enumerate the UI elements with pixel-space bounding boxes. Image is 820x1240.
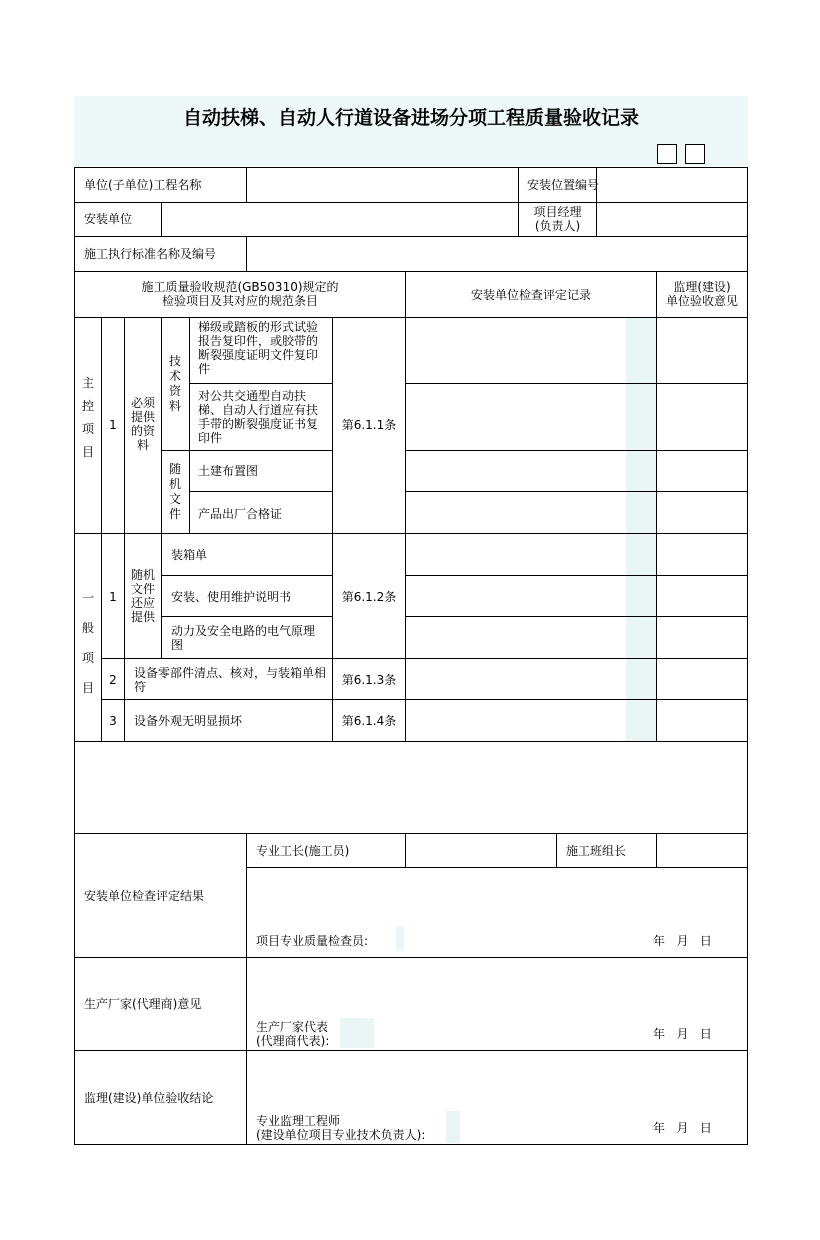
general-record-cell-4[interactable] [406, 659, 655, 698]
install-result-date: 年 月 日 [653, 934, 712, 948]
team-leader-field[interactable] [657, 834, 746, 866]
tech-docs-label: 技术资料 [168, 354, 181, 413]
project-manager-field[interactable] [597, 203, 746, 235]
main-record-cell-1[interactable] [406, 318, 655, 382]
foreman-field[interactable] [406, 834, 555, 866]
general-item-2: 设备零部件清点、核对，与装箱单相符 [134, 666, 327, 694]
general-group-label: 一 般 项 目 [81, 591, 94, 695]
main-item-c: 土建布置图 [198, 464, 259, 478]
general-no-3: 3 [109, 714, 117, 728]
supervision-date: 年 月 日 [653, 1121, 712, 1135]
general-clause-3: 第6.1.4条 [341, 714, 397, 728]
install-result-field[interactable] [247, 868, 746, 923]
team-leader-label: 施工班组长 [566, 844, 627, 858]
main-opinion-cell-3[interactable] [657, 451, 746, 490]
main-item-b: 对公共交通型自动扶梯、自动人行道应有扶手带的断裂强度证书复印件 [198, 389, 319, 445]
code-box-2[interactable] [685, 144, 705, 164]
general-item-a: 装箱单 [171, 548, 208, 562]
general-item-b: 安装、使用维护说明书 [171, 590, 292, 604]
main-opinion-cell-4[interactable] [657, 492, 746, 532]
notes-area[interactable] [75, 742, 747, 832]
general-opinion-cell-5[interactable] [657, 700, 746, 740]
general-record-cell-2[interactable] [406, 576, 655, 615]
general-record-cell-3[interactable] [406, 617, 655, 657]
general-record-cell-1[interactable] [406, 534, 655, 574]
install-position-label: 安装位置编号 [527, 178, 600, 192]
install-unit-field[interactable] [162, 203, 517, 235]
supervision-label: 监理(建设)单位验收结论 [84, 1091, 214, 1105]
unit-project-field[interactable] [247, 168, 517, 201]
random-docs-label: 随机文件还应提供 [130, 568, 155, 624]
general-no-2: 2 [109, 673, 117, 687]
standard-label: 施工执行标准名称及编号 [84, 247, 217, 261]
main-opinion-cell-2[interactable] [657, 384, 746, 449]
unit-project-label: 单位(子单位)工程名称 [84, 178, 202, 192]
foreman-label: 专业工长(施工员) [256, 844, 350, 858]
page-title: 自动扶梯、自动人行道设备进场分项工程质量验收记录 [182, 107, 639, 129]
general-no-1: 1 [109, 590, 117, 604]
manufacturer-date: 年 月 日 [653, 1027, 712, 1041]
supervision-column-header: 监理(建设) 单位验收意见 [665, 280, 738, 308]
install-position-field[interactable] [597, 168, 746, 201]
main-control-no: 1 [109, 418, 117, 432]
main-record-cell-2[interactable] [406, 384, 655, 449]
qc-inspector-label: 项目专业质量检查员: [256, 934, 369, 948]
general-opinion-cell-2[interactable] [657, 576, 746, 615]
main-record-cell-4[interactable] [406, 492, 655, 532]
tint-cell [446, 1111, 460, 1143]
main-control-group-label: 主 控 项 目 [81, 376, 94, 459]
standard-field[interactable] [247, 237, 746, 270]
general-opinion-cell-3[interactable] [657, 617, 746, 657]
supervisor-label: 专业监理工程师 (建设单位项目专业技术负责人): [256, 1114, 426, 1142]
project-manager-label: 项目经理 (负责人) [533, 205, 582, 233]
manufacturer-field[interactable] [247, 958, 746, 1016]
supervision-field[interactable] [247, 1051, 746, 1109]
tint-cell [396, 926, 404, 951]
manufacturer-label: 生产厂家(代理商)意见 [84, 997, 202, 1011]
general-item-c: 动力及安全电路的电气原理图 [171, 624, 316, 652]
main-item-a: 梯级或踏板的形式试验报告复印件，或胶带的断裂强度证明文件复印件 [198, 320, 319, 376]
main-opinion-cell-1[interactable] [657, 318, 746, 382]
main-record-cell-3[interactable] [406, 451, 655, 490]
required-docs-label: 必须提供的资料 [130, 396, 155, 452]
install-record-column-header: 安装单位检查评定记录 [470, 288, 591, 302]
code-box-1[interactable] [657, 144, 677, 164]
general-opinion-cell-4[interactable] [657, 659, 746, 698]
spec-column-header: 施工质量验收规范(GB50310)规定的 检验项目及其对应的规范条目 [141, 280, 339, 308]
general-record-cell-5[interactable] [406, 700, 655, 740]
install-result-label: 安装单位检查评定结果 [84, 889, 205, 903]
install-unit-label: 安装单位 [84, 212, 133, 226]
general-item-3: 设备外观无明显损坏 [134, 714, 243, 728]
main-item-d: 产品出厂合格证 [198, 507, 283, 521]
general-clause-2: 第6.1.3条 [341, 673, 397, 687]
tint-cell [340, 1018, 374, 1048]
main-clause: 第6.1.1条 [341, 418, 397, 432]
general-clause-1: 第6.1.2条 [341, 590, 397, 604]
random-files-label: 随机文件 [168, 462, 181, 521]
general-opinion-cell-1[interactable] [657, 534, 746, 574]
manufacturer-rep-label: 生产厂家代表 (代理商代表): [256, 1020, 330, 1048]
title-banner [74, 96, 748, 166]
